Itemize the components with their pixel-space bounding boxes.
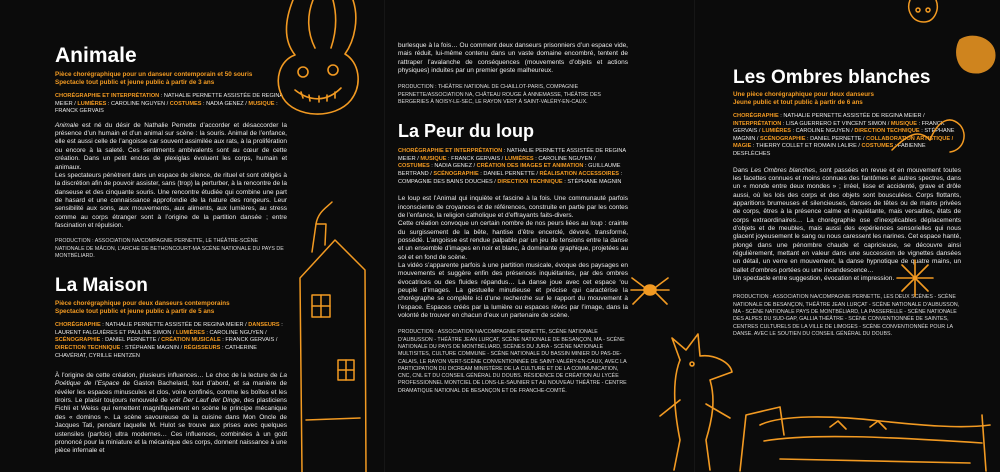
body-italic: La Poétique de l’Espace <box>55 372 287 388</box>
credit-key: DIRECTION TECHNIQUE <box>55 344 121 351</box>
credit-key: RÉALISATION ACCESSOIRES <box>539 171 620 178</box>
body-peur-2: Cette création convoque un certain nombre de nos peurs liées au loup : crainte du surgissement de la bête, hantise d’être encerclé, dévoré, transformé, possédé. L’angoisse est rendue palpable par un jeu de tensions entre la danse et un ensemble d’images en noir et blanc, à dominante graphique, projetées au sol et en fond de scène. <box>398 220 628 261</box>
body-text: , des plasticiens Fichli et Weiss qui remettent magnifiquement en scène le principe mécanique des « dominos ». La scène savoureuse de la cuisine dans Mon Oncle de Jacques Tati, pendant laquelle M. Hulot se trouve aux prises avec quelques ustensiles (parfois) ultra modernes… Ces influences, combinées à un goût prononcé pour la miniature et la mécanique des corps, donnent naissance à une pièce infernale et <box>55 397 288 455</box>
body-maison-continued: burlesque à la fois… Ou comment deux danseurs prisonniers d’un espace vide, mais réduit, lui-même contenu dans un vaste domaine encombré, tentent de rattraper l’avalanche de conséquences (mouvements d’objets et actions physiques) induites par un premier geste malheureux. <box>398 42 628 75</box>
body-ombres-2: Un spectacle entre suggestion, évocation et impression. <box>733 275 895 283</box>
production-animale: PRODUCTION : ASSOCIATION NA/COMPAGNIE PERNETTE, LE THÉÂTRE-SCÈNE NATIONALE DE MÂCON, L’ARCHE DE BETHONCOURT-MA SCÈNE NATIONALE DU PAYS DE MONTBÉLIARD. <box>55 238 284 259</box>
subtitle-maison-1: Pièce chorégraphique pour deux danseurs contemporains <box>55 300 230 308</box>
credit-key: COSTUMES <box>169 100 202 107</box>
credit-value: DANIEL PERNETTE <box>483 171 535 178</box>
credits-peur-du-loup: CHORÉGRAPHIE ET INTERPRÉTATION : NATHALIE PERNETTE ASSISTÉE DE REGINA MEIER / MUSIQUE : FRANCK GERVAIS / LUMIÈRES : CAROLINE NGUYEN / COSTUMES : NADIA GENEZ / CRÉATION DES IMAGES ET ANIMATION : GUILLAUME BERTRAND / SCÉNOGRAPHIE : DANIEL PERNETTE / RÉALISATION ACCESSOIRES : COMPAGNIE DES BAINS DOUCHES / DIRECTION TECHNIQUE : STÉPHANE MAGNIN <box>398 148 626 185</box>
credit-value: FABIENNE DESFLÈCHES <box>733 143 926 157</box>
credit-value: DANIEL PERNETTE <box>810 135 862 142</box>
subtitle-ombres-2: Jeune public et tout public à partir de 6 ans <box>733 99 863 106</box>
body-animale-2: Les spectateurs pénètrent dans un espace de silence, de rituel et sont obligés à la discrétion afin de pouvoir assister, sans (trop) la perturber, à la rencontre de la danseuse et des cinquante souris. Une rencontre étudiée qui combine une part de hasard et une connaissance approfondie de la nature des rongeurs. Leur sensibilité aux sons, aux mouvements, aux aliments, aux lumières, au stress comme au corps étranger sont à l’origine de la partition dansée ; entre fascination et répulsion. <box>55 171 287 229</box>
body-italic: Animale <box>55 121 79 129</box>
credit-key: SCÉNOGRAPHIE <box>55 337 101 344</box>
credit-value: CATHERINE CHAVÉRIAT, CYRILLE HENTZEN <box>55 344 257 359</box>
credit-key: INTERPRÉTATION <box>733 120 782 127</box>
credit-value: NADIA GENEZ <box>206 100 244 107</box>
spider-doodle-icon <box>630 270 670 310</box>
body-peur-1: Le loup est l’Animal qui inquiète et fascine à la fois. Une communauté parfois inconsciente de croyances et de références, construite en partie par les contes de l’enfance, la religion catholique et d’effrayants faits-divers. <box>398 195 628 219</box>
credit-key: SCÉNOGRAPHIE <box>760 135 806 142</box>
star-doodle-icon <box>895 258 935 298</box>
production-maison: PRODUCTION : THÉÂTRE NATIONAL DE CHAILLOT-PARIS, COMPAGNIE PERNETTE/ASSOCIATION NA, CHÂTEAU ROUGE À ANNEMASSE, THÉÂTRE DES BERGERIES À NOISY-LE-SEC, LE RAYON VERT À SAINT-VALÉRY-EN-CAUX. <box>398 84 601 105</box>
credit-key: CRÉATION DES IMAGES ET ANIMATION <box>476 163 584 170</box>
credit-value: STÉPHANE MAGNIN <box>733 128 955 142</box>
body-text: , sont passées en revue et en mouvement toutes les facettes connues et moins connues des fantômes et autres spectres, dans un « monde entre deux mondes » ; irréel, lisse et accidenté, grave et drôle aussi, où les lois des corps et des objets sont bousculées. Corps flottants, apparitions brumeuses et silencieuses, danses de têtes ou de mains privées de corps, êtres à la présence calme et inquiétante, mais versatiles, êtats de corps extraordinaires… La chorégraphie ose d’inexplicables déplacements d’objets et de meubles, mais aussi des expériences sensorielles qui nous glacent joyeusement le sang ou nous caressent les narines. Cet espace hanté, plongé dans une pénombre chaude et capricieuse, se découvre ainsi régulièrement, mettant en valeur dans une succession de vignettes dansées un détail, un verre en mouvement, la danse hypnotique de quatre mains, un ballet d’ombres portées ou une incandescence… <box>733 166 961 274</box>
credit-key: CHORÉGRAPHIE <box>733 113 779 119</box>
body-peur-3: La vidéo s’apparente parfois à une partition musicale, évoque des paysages en mouvements et suggère enfin des présences inquiétantes, par des ombres évocatrices ou des fluides répandus… La danse joue avec cet espace ‘ou peuplé d’images. La gestuelle minutieuse et précise qui caractérise la chorégraphe se complète ici d’une recherche sur le rapport du mouvement à l’espace. Espaces créés par la lumière ou espaces révés par l’image, dans la volonté de trouver en chacun d’eux un partenaire de scène. <box>398 261 628 320</box>
body-maison <box>55 372 287 455</box>
title-maison: La Maison <box>55 275 148 297</box>
credits-maison: CHORÉGRAPHIE : NATHALIE PERNETTE ASSISTÉE DE REGINA MEIER / DANSEURS : LAURENT FALGUIÈRES ET PAULINE SIMON / LUMIÈRES : CAROLINE NGUYEN / SCÉNOGRAPHIE : DANIEL PERNETTE / CRÉATION MUSICALE : FRANCK GERVAIS / DIRECTION TECHNIQUE : STÉPHANE MAGNIN / RÉGISSEURS : CATHERINE CHAVÉRIAT, CYRILLE HENTZEN <box>55 322 283 359</box>
credit-key: CHORÉGRAPHIE <box>55 322 101 329</box>
body-italic: Der Lauf der Dinge <box>182 397 240 405</box>
credit-key: DANSEURS <box>248 322 280 329</box>
credit-value: GUILLAUME BERTRAND <box>398 163 621 178</box>
credit-key: COSTUMES <box>398 163 430 170</box>
credit-value: NATHALIE PERNETTE ASSISTÉE DE REGINA MEIER <box>55 93 283 107</box>
credit-value: LISA GUERRERO ET VINCENT SIMON <box>785 120 887 127</box>
credit-value: COMPAGNIE DES BAINS DOUCHES <box>398 178 493 185</box>
credit-key: CHORÉGRAPHIE ET INTERPRÉTATION <box>55 93 160 99</box>
subtitle-animale-1: Pièce chorégraphique pour un danseur contemporain et 50 souris <box>55 71 253 78</box>
credit-value: LAURENT FALGUIÈRES ET PAULINE SIMON <box>55 329 172 336</box>
credit-value: FRANCK GERVAIS <box>225 337 275 344</box>
credit-value: NATHALIE PERNETTE ASSISTÉE DE REGINA MEIER <box>783 113 922 119</box>
credit-value: NATHALIE PERNETTE ASSISTÉE DE REGINA MEIER <box>105 322 244 329</box>
credit-key: SCÉNOGRAPHIE <box>433 171 479 178</box>
credit-key: MUSIQUE <box>420 155 447 162</box>
credit-value: DANIEL PERNETTE <box>105 337 157 344</box>
subtitle-animale-2: Spectacle tout public et jeune public à partir de 3 ans <box>55 79 215 86</box>
body-italic: Les Ombres blanches <box>750 166 816 174</box>
credit-value: CAROLINE NGUYEN <box>110 100 166 107</box>
credit-key: CRÉATION MUSICALE <box>161 337 221 344</box>
title-ombres-blanches: Les Ombres blanches <box>733 67 931 88</box>
house-doodle-icon <box>280 200 375 472</box>
credit-value: NADIA GENEZ <box>434 163 472 170</box>
credit-key: DIRECTION TECHNIQUE <box>497 178 563 185</box>
credit-key: COLLABORATION ARTISTIQUE / MAGIE <box>733 135 954 150</box>
rabbit-doodle-icon <box>255 0 385 130</box>
credit-key: MUSIQUE <box>890 120 917 127</box>
credit-key: LUMIÈRES <box>504 155 534 162</box>
credit-value: NATHALIE PERNETTE ASSISTÉE DE REGINA MEIER <box>398 148 626 162</box>
body-text: est né du désir de Nathalie Pernette d’accorder et désaccorder la présence d’un humain et d’un animal sur scène : la souris. Animal de l’enfance, elle est aussi celle de l’angoisse car souvent assimilée aux rats, à la prolifération ou encore à la saleté. Ces sentiments ambivalents sont au cœur de cette création. Dans un petit enclos de plexiglas évoluent les corps, humain et animaux. <box>55 121 287 171</box>
credits-ombres: CHORÉGRAPHIE : NATHALIE PERNETTE ASSISTÉE DE REGINA MEIER / INTERPRÉTATION : LISA GUERRERO ET VINCENT SIMON / MUSIQUE : FRANCK GERVAIS / LUMIÈRES : CAROLINE NGUYEN / DIRECTION TECHNIQUE : STÉPHANE MAGNIN / SCÉNOGRAPHIE : DANIEL PERNETTE / COLLABORATION ARTISTIQUE / MAGIE : THIERRY COLLET ET ROMAIN LALIRE / COSTUMES : FABIENNE DESFLÈCHES <box>733 113 955 157</box>
title-animale: Animale <box>55 44 137 67</box>
production-peur-du-loup: PRODUCTION : ASSOCIATION NA/COMPAGNIE PERNETTE, SCÈNE NATIONALE D’AUBUSSON - THÉÂTRE JEAN LURÇAT, SCÈNE NATIONALE DE BESANÇON, MA - SCÈNE NATIONALE DU PAYS DE MONTBÉLIARD, SCÈNES DU JURA - SCÈNE NATIONALE MULTISITES, CULTURE COMMUNE - SCÈNE NATIONALE DU BASSIN MINIER DU PAS-DE-CALAIS, LE RAYON VERT-SCÈNE CONVENTIONNÉE DE SAINT-VALÉRY-EN-CAUX, AVEC LA PARTICIPATION DU DICREAM MINISTÈRE DE LA CULTURE ET DE LA COMMUNICATION, CNC, CNL ET DU CONSEIL GÉNÉRAL DU DOUBS. RÉSIDENCE DE CRÉATION AU LYCÉE PROFESSIONNEL MONTCIEL DE LONS-LE-SAUNIER ET AU NOUVEAU THÉÂTRE - CENTRE DRAMATIQUE NATIONAL DE BESANÇON ET DE FRANCHE-COMTÉ. <box>398 329 627 394</box>
credit-key: LUMIÈRES <box>77 100 107 107</box>
body-text: de Gaston Bachelard, tout d’abord, et sa manière de révéler les espaces minuscules et clos, voire confinés, comme les boîtes et les tiroirs. Le plaisir toujours renouvelé de voir <box>55 380 287 405</box>
credit-value: CAROLINE NGUYEN <box>538 155 593 162</box>
credit-value: CAROLINE NGUYEN <box>209 329 264 336</box>
credit-key: RÉGISSEURS <box>183 344 221 351</box>
body-animale-1 <box>55 122 287 172</box>
credits-animale: CHORÉGRAPHIE ET INTERPRÉTATION : NATHALIE PERNETTE ASSISTÉE DE REGINA MEIER / LUMIÈRES : CAROLINE NGUYEN / COSTUMES : NADIA GENEZ / MUSIQUE : FRANCK GERVAIS <box>55 93 283 115</box>
ghost-doodle-icon <box>890 0 1000 160</box>
title-peur-du-loup: La Peur du loup <box>398 121 535 142</box>
bed-doodle-icon <box>720 385 1000 472</box>
credit-key: MUSIQUE <box>248 100 275 107</box>
credit-key: CHORÉGRAPHIE ET INTERPRÉTATION <box>398 148 503 155</box>
credit-value: FRANCK GERVAIS <box>733 120 945 135</box>
credit-value: THIERRY COLLET ET ROMAIN LALIRE <box>755 143 857 150</box>
credit-key: LUMIÈRES <box>175 329 205 336</box>
credit-value: FRANCK GERVAIS <box>451 155 501 162</box>
body-text: Dans <box>733 166 751 174</box>
credit-key: LUMIÈRES <box>762 128 791 135</box>
credit-value: STÉPHANE MAGNIN <box>567 178 622 185</box>
production-ombres: PRODUCTION : ASSOCIATION NA/COMPAGNIE PERNETTE, LES DEUX SCÈNES - SCÈNE NATIONALE DE BESANÇON, THÉÂTRE JEAN LURÇAT - SCÈNE NATIONALE D’AUBUSSON, MA - SCÈNE NATIONALE PAYS DE MONTBÉLIARD, LA PASSERELLE - SCÈNE NATIONALE DES ALPES DU SUD-GAP, GALLIA THÉÂTRE - SCÈNE CONVENTIONNÉE DE SAINTES, CENTRES CULTURELS DE LA VILLE DE LIMOGES - SCÈNE CONVENTIONNÉE POUR LA DANSE. AVEC LE SOUTIEN DU CONSEIL GÉNÉRAL DU DOUBS. <box>733 294 960 337</box>
credit-key: COSTUMES <box>861 143 894 150</box>
column-animale-maison <box>55 0 287 456</box>
subtitle-maison-2: Spectacle tout public et jeune public à partir de 5 ans <box>55 308 215 316</box>
credit-value: CAROLINE NGUYEN <box>795 128 850 135</box>
column-peur-du-loup <box>398 0 628 395</box>
credit-value: STÉPHANE MAGNIN <box>124 344 180 351</box>
subtitle-ombres-1: Une pièce chorégraphique pour deux danseurs <box>733 91 875 98</box>
credit-value: FRANCK GERVAIS <box>55 108 104 115</box>
credit-key: DIRECTION TECHNIQUE <box>854 128 920 135</box>
body-text: À l’origine de cette création, plusieurs influences… Le choc de la lecture de <box>55 372 280 380</box>
